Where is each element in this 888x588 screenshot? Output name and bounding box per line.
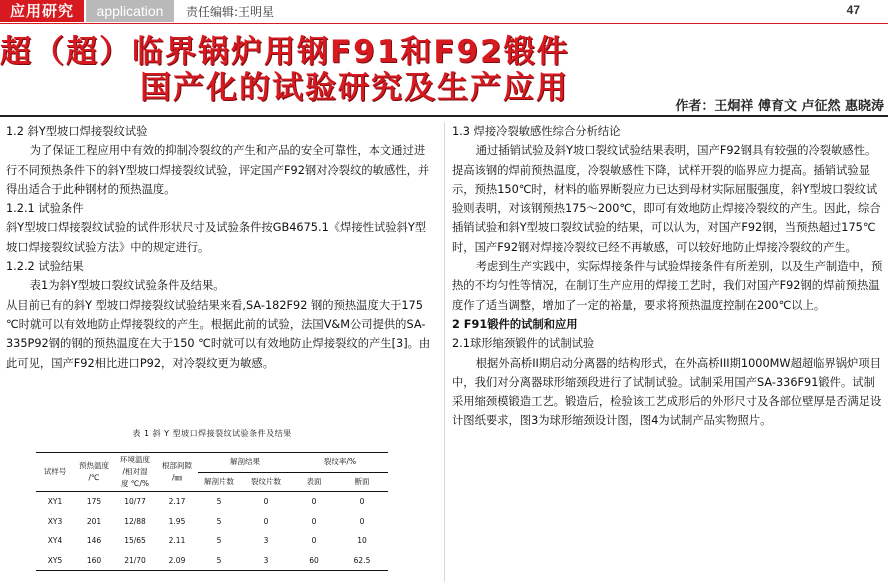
paragraph-1-2-2-b: 从目前已有的斜Y 型坡口焊接裂纹试验结果来看,SA-182F92 钢的预热温度大于175 ℃时就可以有效地防止焊接裂纹的产生。根据此前的试验，法国V&M公司提供的SA-335P92钢的钢的预热温度在大于150 ℃时就可以有效地防止焊接裂纹的产生[3]。由此可见，国产F92相比进口P92，对冷裂纹更为敏感。: [6, 298, 431, 370]
table-cell: 21/70: [114, 551, 156, 571]
header-specimen: 试样号: [36, 453, 74, 492]
title-line-1: 超（超）临界锅炉用钢F91和F92锻件: [0, 34, 570, 70]
left-column: [6, 122, 436, 373]
table-row: [36, 492, 388, 512]
title-rule: [0, 115, 888, 117]
table-row: [36, 531, 388, 551]
table-cell: XY4: [47, 536, 63, 546]
paragraph-1-3-b: 考虑到生产实践中，实际焊接条件与试验焊接条件有所差别，以及生产制造中，预热的不均匀性等情况，在制订生产应用的焊接工艺时，我们对国产F92钢的焊前预热温度作了适当调整，增加了一定的裕量，要求将预热温度控制在200℃以上。: [452, 260, 883, 312]
table-cell: 15/65: [124, 536, 146, 546]
table-cell: 3: [240, 551, 292, 571]
article-title: [0, 34, 570, 106]
table-cell: 0: [359, 497, 365, 507]
heading-2: 2 F91锻件的试制和应用: [452, 317, 578, 331]
table-cell: XY1: [47, 497, 63, 507]
paragraph-2-1: 根据外高桥II期启动分离器的结构形式，在外高桥III期1000MW超超临界锅炉项目中，我们对分离器球形缩颈段进行了试制试验。试制采用国产SA-336F91锻件。试制采用缩颈模锻造工艺。锻造后，检验该工艺成形后的外形尺寸及各部位壁厚是否满足设计图纸要求，图3为球形缩颈设计图，图4为试制产品实物照片。: [452, 356, 882, 428]
header-ambient: 环境温度 /相对湿 度 ℃/%: [114, 453, 156, 492]
paragraph-1-2-2-a: 表1为斜Y型坡口裂纹试验条件及结果。: [29, 279, 225, 293]
section-tag-english: application: [86, 0, 174, 22]
table-cell: 5: [216, 536, 222, 546]
page-header: [0, 0, 888, 24]
table-cell: 0: [311, 536, 317, 546]
table-cell: 0: [311, 497, 317, 507]
table-cell: 5: [216, 516, 222, 526]
heading-1-2-1: 1.2.1 试验条件: [6, 202, 84, 216]
paragraph-1-3-a: 通过插销试验及斜Y坡口裂纹试验结果表明，国产F92钢具有较强的冷裂敏感性。提高该钢的焊前预热温度，冷裂敏感性下降，试样开裂的临界应力提高。插销试验显示，预热150℃时，材料的临界断裂应力已达到母材实际屈服强度，斜Y型坡口裂纹试验则表明，对该钢预热175～200℃，即可有效地防止焊接冷裂纹的产生。因此，综合插销试验和斜Y型坡口裂纹试验的结果，可以认为，对国产F92钢，当预热超过175℃时，国产F92钢对焊接冷裂纹已经不再敏感，可以较好地防止焊接冷裂纹的产生。: [452, 144, 881, 254]
table-cell: 146: [86, 536, 102, 546]
heading-1-3: 1.3 焊接冷裂敏感性综合分析结论: [452, 125, 621, 138]
column-divider: [444, 122, 445, 582]
table-cell: 5: [216, 497, 222, 507]
table-cell: XY5: [36, 551, 74, 571]
table-cell: 2.17: [168, 497, 186, 507]
table-cell: XY3: [47, 516, 63, 526]
header-dissection-pieces: 解剖片数: [198, 472, 240, 492]
header-preheat: 预热温度 /℃: [74, 453, 114, 492]
header-crack-pieces: 裂纹片数: [240, 472, 292, 492]
crack-test-table: [36, 452, 388, 571]
table-cell: 0: [263, 516, 269, 526]
paragraph-1-2: 为了保证工程应用中有效的抑制冷裂纹的产生和产品的安全可靠性，本文通过进行不同预热条件下的斜Y型坡口焊接裂纹试验，评定国产F92钢对冷裂纹的敏感性，并得出适合于此种钢材的预热温度。: [6, 144, 430, 196]
table-1: [36, 428, 388, 571]
table-cell: 201: [86, 516, 102, 526]
table-cell: 10/77: [124, 497, 146, 507]
authors: 作者：王炯祥 傅育文 卢征然 惠晓涛: [675, 99, 884, 114]
table-cell: 5: [198, 551, 240, 571]
header-dissection-group: 解剖结果: [198, 453, 292, 473]
responsible-editor: 责任编辑:王明星: [186, 5, 275, 19]
paragraph-1-2-1: 斜Y型坡口焊接裂纹试验的试件形状尺寸及试验条件按GB4675.1《焊接性试验斜Y型坡口焊接裂纹试验方法》中的规定进行。: [6, 221, 427, 254]
table-row: [36, 512, 388, 532]
heading-1-2: 1.2 斜Y型坡口焊接裂纹试验: [6, 125, 148, 138]
header-surface: 表面: [292, 472, 336, 492]
table-cell: 60: [292, 551, 336, 571]
table-row: [36, 551, 388, 571]
table-caption: 表 1 斜 Y 型坡口焊接裂纹试验条件及结果: [132, 429, 292, 438]
table-cell: 62.5: [336, 551, 388, 571]
table-cell: 2.11: [168, 536, 186, 546]
table-cell: 10: [357, 536, 367, 546]
table-cell: 0: [311, 516, 317, 526]
table-cell: 175: [86, 497, 102, 507]
heading-1-2-2: 1.2.2 试验结果: [6, 260, 84, 274]
header-root-gap: 根部间隙 /㎜: [156, 453, 198, 492]
table-cell: 160: [74, 551, 114, 571]
heading-2-1: 2.1球形缩颈锻件的试制试验: [452, 337, 595, 351]
table-cell: 3: [263, 536, 269, 546]
header-section: 断面: [336, 472, 388, 492]
table-cell: 0: [263, 497, 269, 507]
page-number: 47: [846, 3, 860, 17]
table-cell: 0: [359, 516, 365, 526]
table-cell: 12/88: [124, 516, 146, 526]
header-crack-rate-group: 裂纹率/%: [292, 453, 388, 473]
section-tag: 应用研究: [0, 0, 84, 22]
title-line-2: 国产化的试验研究及生产应用: [140, 70, 569, 106]
table-cell: 2.09: [156, 551, 198, 571]
right-column: [452, 122, 884, 431]
table-cell: 1.95: [168, 516, 186, 526]
header-divider: [0, 23, 888, 24]
